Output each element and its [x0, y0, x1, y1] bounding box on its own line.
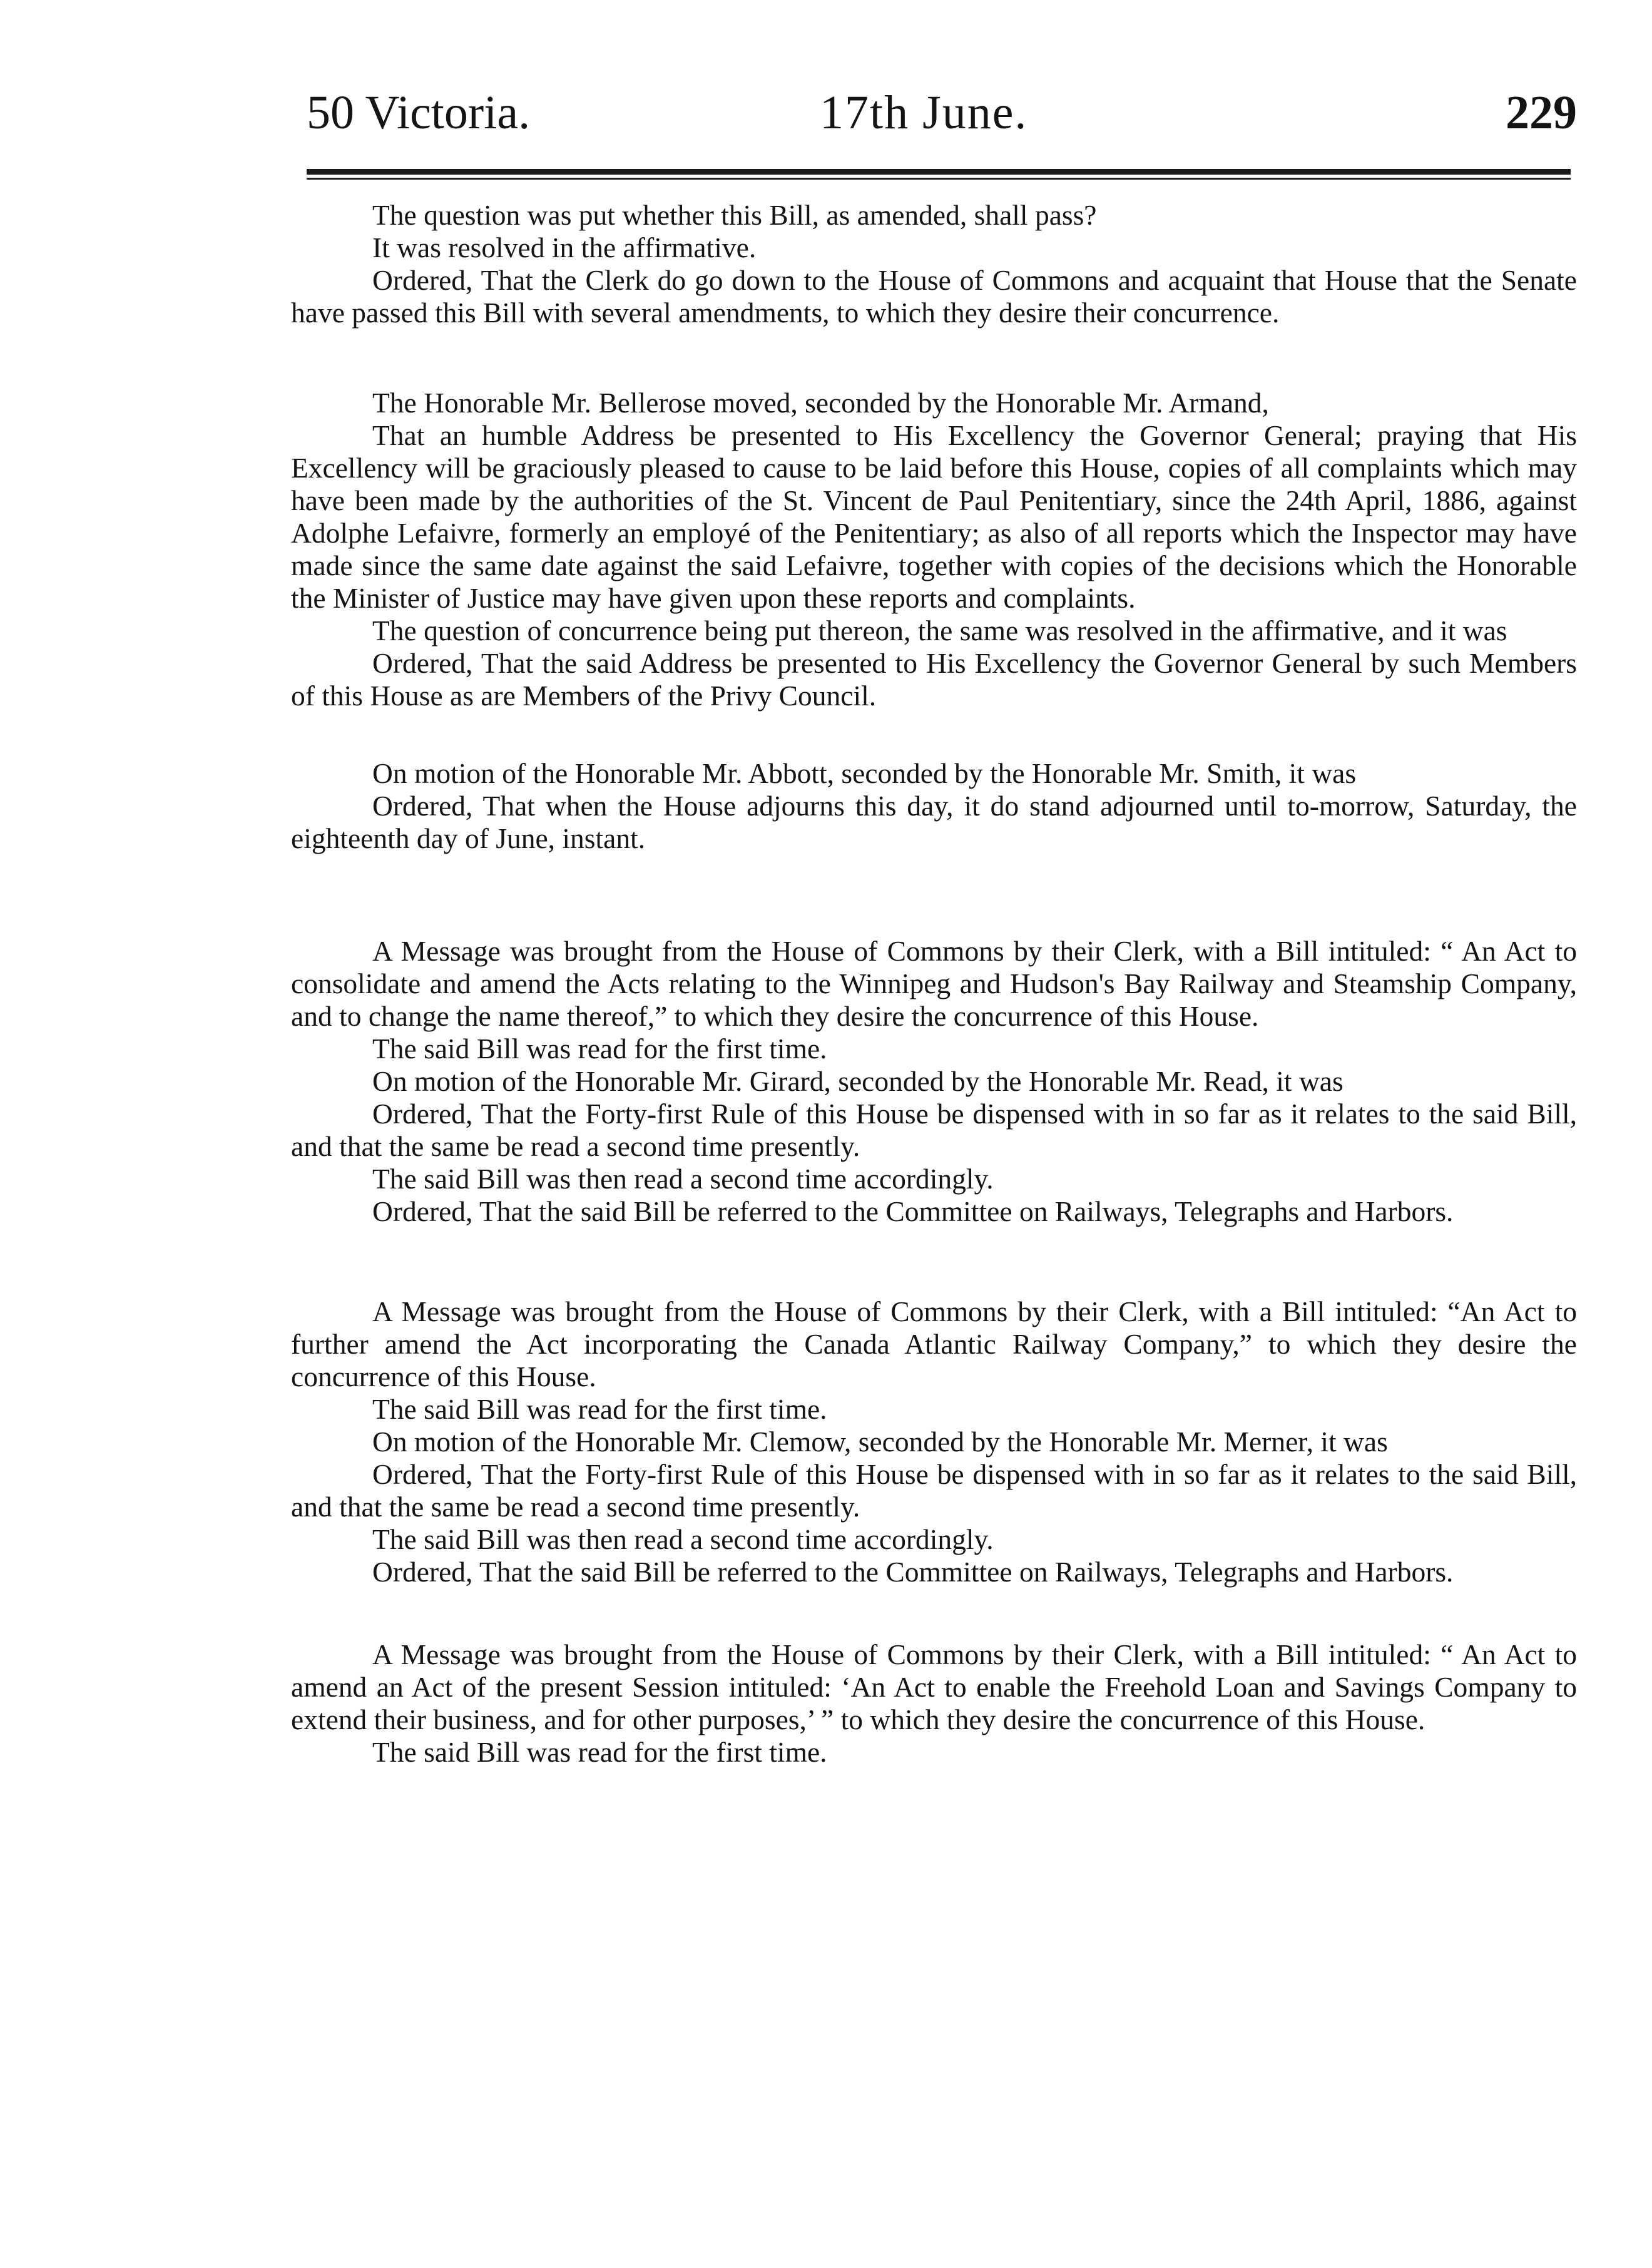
entry-message-canada-atlantic-bill	[291, 1295, 1577, 1588]
paragraph: Ordered, That the Clerk do go down to the House of Commons and acquaint that House that the Senate have passed this Bill with several amendments, to which they desire their concurrence.	[291, 264, 1577, 329]
paragraph: The said Bill was then read a second time accordingly.	[372, 1163, 994, 1195]
header-rule-thin	[307, 178, 1571, 180]
paragraph: Ordered, That the said Address be presented to His Excellency the Governor General by such Members of this House as are Members of the Privy Council.	[291, 647, 1577, 712]
paragraph: Ordered, That the Forty-first Rule of this House be dispensed with in so far as it relates to the said Bill, and that the same be read a second time presently.	[291, 1098, 1577, 1162]
paragraph: A Message was brought from the House of Commons by their Clerk, with a Bill intituled: “An Act to further amend the Act incorporating the Canada Atlantic Railway Company,” to which they desire the concurrence of this House.	[291, 1295, 1577, 1392]
paragraph: The question of concurrence being put thereon, the same was resolved in the affirmative, and it was	[372, 615, 1507, 646]
entry-address-motion	[291, 387, 1577, 712]
paragraph: The said Bill was read for the first time.	[372, 1393, 827, 1425]
paragraph: That an humble Address be presented to His Excellency the Governor General; praying that His Excellency will be graciously pleased to cause to be laid before this House, copies of all complaints which may have been made by the authorities of the St. Vincent de Paul Penitentiary, since the 24th April, 1886, against Adolphe Lefaivre, formerly an employé of the Penitentiary; as also of all reports which the Inspector may have made since the same date against the said Lefaivre, together with copies of the decisions which the Honorable the Minister of Justice may have given upon these reports and complaints.	[291, 419, 1577, 614]
entry-spacer	[291, 1228, 1577, 1295]
paragraph: The said Bill was then read a second time accordingly.	[372, 1523, 994, 1555]
paragraph: The said Bill was read for the first time.	[372, 1033, 827, 1065]
entry-adjournment	[291, 757, 1577, 855]
entry-spacer	[291, 712, 1577, 757]
entry-spacer	[291, 1588, 1577, 1638]
paragraph: It was resolved in the affirmative.	[372, 232, 757, 263]
entry-message-winnipeg-bill	[291, 935, 1577, 1228]
paragraph: On motion of the Honorable Mr. Clemow, seconded by the Honorable Mr. Merner, it was	[372, 1426, 1388, 1458]
paragraph: Ordered, That the said Bill be referred to the Committee on Railways, Telegraphs and Harbors.	[372, 1195, 1454, 1227]
header-rule-thick	[307, 169, 1571, 175]
entry-spacer	[291, 855, 1577, 935]
paragraph: A Message was brought from the House of Commons by their Clerk, with a Bill intituled: “ An Act to consolidate and amend the Acts relating to the Winnipeg and Hudson's Bay Railway and Steamship Company, and to change the name thereof,” to which they desire the concurrence of this House.	[291, 935, 1577, 1032]
paragraph: On motion of the Honorable Mr. Girard, seconded by the Honorable Mr. Read, it was	[372, 1065, 1344, 1097]
paragraph: The said Bill was read for the first time.	[372, 1736, 827, 1768]
paragraph: Ordered, That when the House adjourns this day, it do stand adjourned until to-morrow, Saturday, the eighteenth day of June, instant.	[291, 790, 1577, 854]
paragraph: Ordered, That the Forty-first Rule of this House be dispensed with in so far as it relates to the said Bill, and that the same be read a second time presently.	[291, 1458, 1577, 1523]
paragraph: A Message was brought from the House of Commons by their Clerk, with a Bill intituled: “ An Act to amend an Act of the present Session intituled: ‘An Act to enable the Freehold Loan and Savings Company to extend their business, and for other purposes,’ ” to which they desire the concurrence of this House.	[291, 1638, 1577, 1735]
regnal-year: 50 Victoria.	[307, 86, 531, 139]
entry-bill-passed	[291, 199, 1577, 329]
entry-message-freehold-loan-bill	[291, 1638, 1577, 1769]
paragraph: The Honorable Mr. Bellerose moved, seconded by the Honorable Mr. Armand,	[372, 387, 1269, 419]
running-header	[307, 78, 1577, 147]
paragraph: The question was put whether this Bill, as amended, shall pass?	[372, 199, 1097, 231]
page-number: 229	[1506, 86, 1577, 139]
entry-spacer	[291, 329, 1577, 387]
journal-body	[291, 199, 1577, 1769]
paragraph: Ordered, That the said Bill be referred to the Committee on Railways, Telegraphs and Harbors.	[372, 1556, 1454, 1588]
paragraph: On motion of the Honorable Mr. Abbott, seconded by the Honorable Mr. Smith, it was	[372, 757, 1357, 789]
header-date: 17th June.	[820, 86, 1028, 139]
